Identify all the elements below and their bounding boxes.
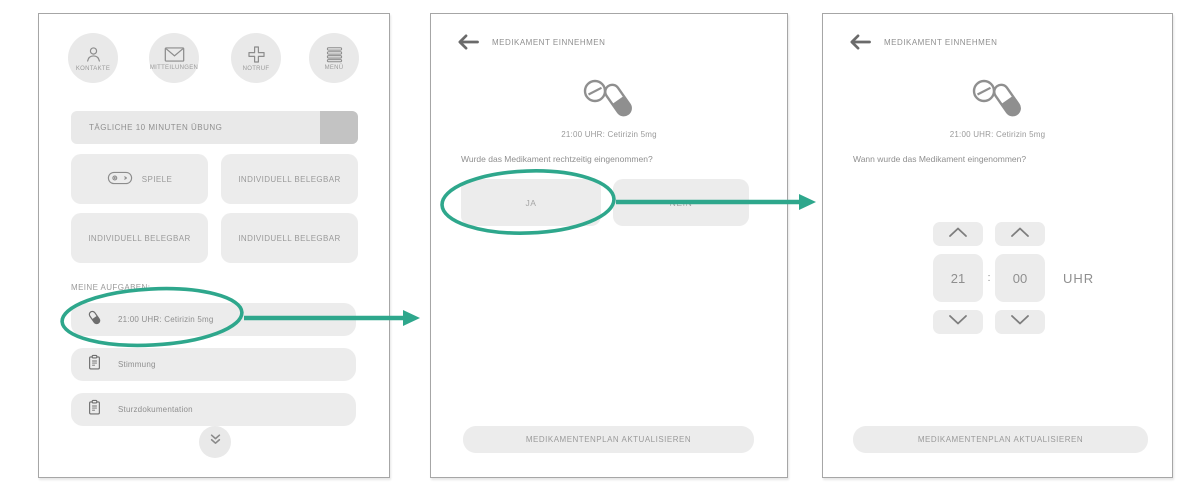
medication-icon <box>970 76 1026 125</box>
chevron-down-icon <box>946 313 970 331</box>
medication-block <box>823 76 1172 139</box>
hour-value-field[interactable]: 21 <box>933 254 983 302</box>
update-medication-plan-button[interactable] <box>463 426 754 453</box>
gamepad-icon <box>107 170 133 188</box>
hour-decrement-button[interactable] <box>933 310 983 334</box>
emergency-cross-icon <box>247 45 266 64</box>
hour-increment-button[interactable] <box>933 222 983 246</box>
medication-label: 21:00 UHR: Cetirizin 5mg <box>561 130 657 139</box>
task-mood[interactable] <box>71 348 356 381</box>
screen-title: MEDIKAMENT EINNEHMEN <box>492 37 606 47</box>
task-medication[interactable] <box>71 303 356 336</box>
minute-value-field[interactable]: 00 <box>995 254 1045 302</box>
time-separator: : <box>987 272 991 284</box>
yes-button[interactable] <box>461 179 601 226</box>
tile-custom-3-label: INDIVIDUELL BELEGBAR <box>238 233 341 243</box>
daily-exercise-label: TÄGLICHE 10 MINUTEN ÜBUNG <box>89 123 223 132</box>
time-picker <box>933 222 1094 334</box>
task-fall-documentation[interactable] <box>71 393 356 426</box>
chevron-up-icon <box>1008 225 1032 243</box>
menu-icon <box>325 46 344 63</box>
home-screen <box>38 13 390 478</box>
task-mood-label: Stimmung <box>118 360 156 369</box>
pill-capsule-icon <box>87 309 102 331</box>
medication-icon <box>581 76 637 125</box>
tasks-heading: MEINE AUFGABEN: <box>71 283 151 292</box>
task-medication-label: 21:00 UHR: Cetirizin 5mg <box>118 315 214 324</box>
medication-block <box>431 76 787 139</box>
tile-custom-1[interactable] <box>221 154 358 204</box>
contacts-icon <box>84 45 103 64</box>
nav-menu-label: MENÜ <box>324 64 344 71</box>
medication-label: 21:00 UHR: Cetirizin 5mg <box>949 130 1046 139</box>
nav-emergency-label: NOTRUF <box>242 65 270 72</box>
yes-button-label: JA <box>525 197 537 208</box>
daily-exercise-bar[interactable] <box>71 111 358 144</box>
update-medication-plan-label: MEDIKAMENTENPLAN AKTUALISIEREN <box>917 435 1084 444</box>
tile-custom-2[interactable] <box>71 213 208 263</box>
messages-icon <box>164 46 185 63</box>
double-chevron-down-icon <box>208 433 223 451</box>
exercise-toggle[interactable] <box>320 111 358 144</box>
no-button[interactable] <box>613 179 749 226</box>
question-text: Wurde das Medikament rechtzeitig eingenommen? <box>461 154 653 164</box>
task-fall-documentation-label: Sturzdokumentation <box>118 405 193 414</box>
minute-increment-button[interactable] <box>995 222 1045 246</box>
clipboard-icon <box>87 354 102 376</box>
screen-title: MEDIKAMENT EINNEHMEN <box>884 37 998 47</box>
tile-games-label: SPIELE <box>141 174 173 184</box>
screen-header <box>848 34 997 50</box>
tile-games[interactable] <box>71 154 208 204</box>
medication-time-screen <box>822 13 1173 478</box>
nav-contacts-label: KONTAKTE <box>75 65 111 72</box>
tile-custom-1-label: INDIVIDUELL BELEGBAR <box>238 174 341 184</box>
nav-messages-button[interactable] <box>149 33 199 83</box>
update-medication-plan-button[interactable] <box>853 426 1148 453</box>
back-arrow-icon[interactable] <box>456 34 479 50</box>
chevron-down-icon <box>1008 313 1032 331</box>
time-suffix-label: UHR <box>1063 270 1095 286</box>
medication-confirm-screen <box>430 13 788 478</box>
back-arrow-icon[interactable] <box>848 34 871 50</box>
question-text: Wann wurde das Medikament eingenommen? <box>853 154 1027 164</box>
nav-contacts-button[interactable] <box>68 33 118 83</box>
tile-custom-3[interactable] <box>221 213 358 263</box>
show-more-button[interactable] <box>199 426 231 458</box>
nav-menu-button[interactable] <box>309 33 359 83</box>
update-medication-plan-label: MEDIKAMENTENPLAN AKTUALISIEREN <box>525 435 692 444</box>
nav-emergency-button[interactable] <box>231 33 281 83</box>
tile-custom-2-label: INDIVIDUELL BELEGBAR <box>88 233 191 243</box>
screen-header <box>456 34 605 50</box>
nav-messages-label: MITTEILUNGEN <box>149 64 199 71</box>
clipboard-icon <box>87 399 102 421</box>
minute-decrement-button[interactable] <box>995 310 1045 334</box>
chevron-up-icon <box>946 225 970 243</box>
no-button-label: NEIN <box>669 197 693 208</box>
